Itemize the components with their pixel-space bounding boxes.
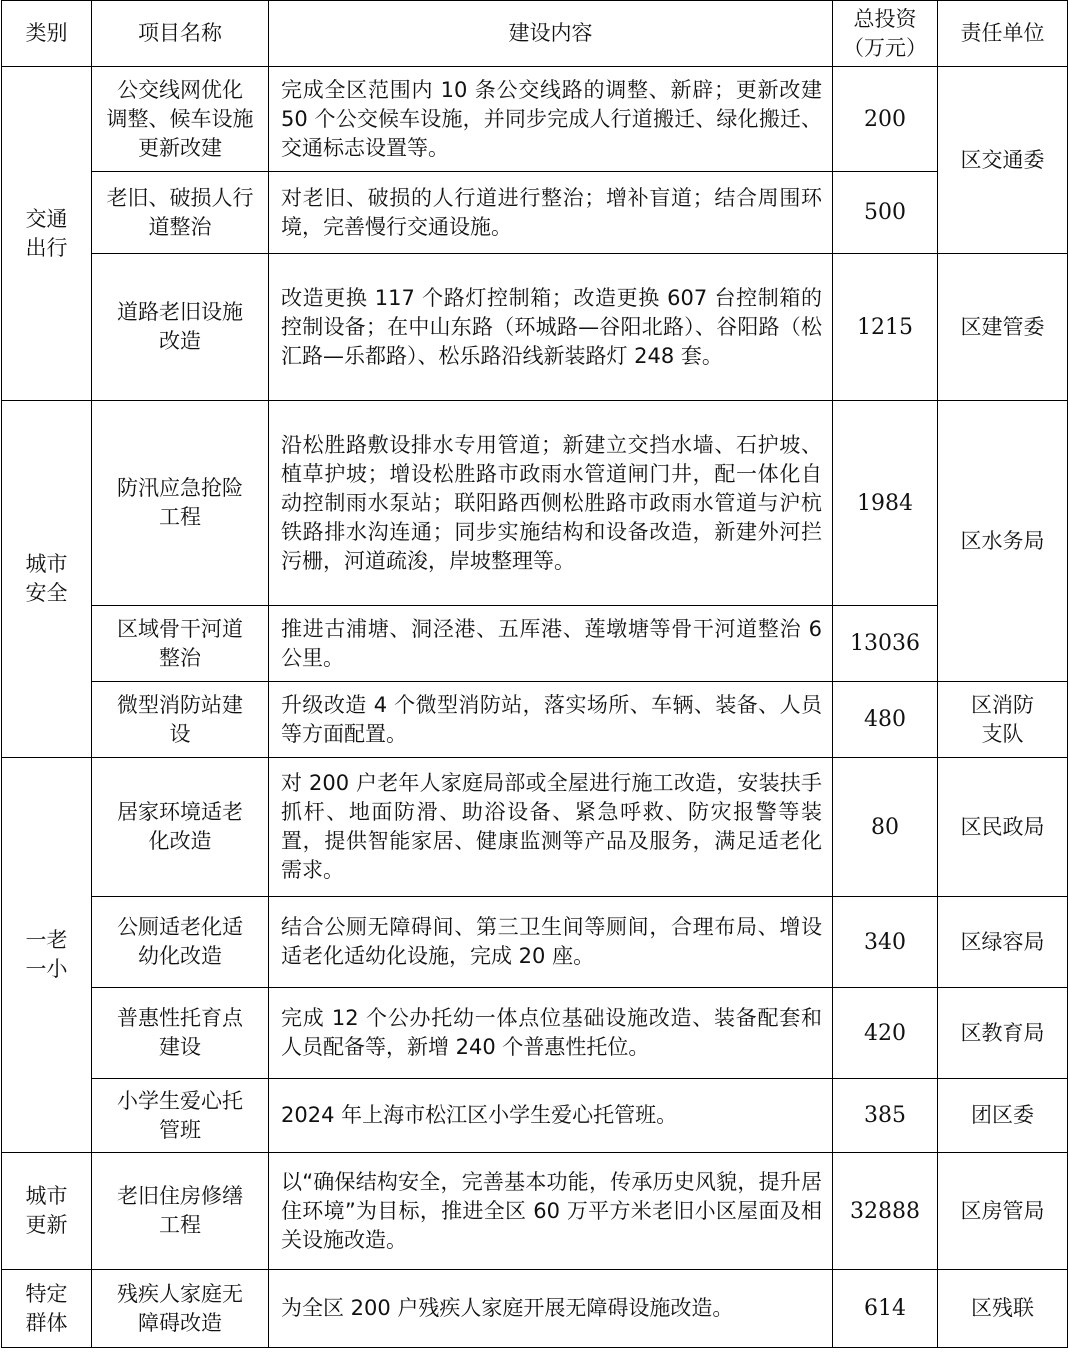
project-name-cell <box>92 988 269 1079</box>
project-name-cell <box>92 606 269 682</box>
project-name-cell <box>92 401 269 606</box>
project-content-cell <box>269 67 833 172</box>
category-label: 一老 一小 <box>25 928 68 981</box>
category-label: 城市 更新 <box>25 1184 68 1237</box>
unit-cell <box>938 67 1068 254</box>
project-content-cell <box>269 682 833 758</box>
unit-cell <box>938 1153 1068 1270</box>
table-row <box>2 606 1068 682</box>
category-cell <box>2 1153 92 1270</box>
investment-value: 80 <box>871 814 899 840</box>
unit-label: 区交通委 <box>960 147 1045 172</box>
table-row <box>2 1079 1068 1153</box>
header-project-name: 项目名称 <box>92 1 269 67</box>
project-name-cell <box>92 1270 269 1348</box>
project-name-cell <box>92 172 269 254</box>
unit-label: 区消防 支队 <box>971 692 1034 746</box>
project-content-cell <box>269 606 833 682</box>
header-investment-line2: （万元） <box>843 35 927 60</box>
unit-label: 区建管委 <box>960 314 1045 339</box>
header-investment <box>833 1 938 67</box>
investment-value: 13036 <box>850 631 920 656</box>
investment-value: 200 <box>864 106 906 132</box>
project-name: 小学生爱心托 管班 <box>117 1088 243 1142</box>
investment-cell <box>833 606 938 682</box>
category-label: 城市 安全 <box>25 552 68 605</box>
investment-cell <box>833 1079 938 1153</box>
investment-value: 340 <box>864 929 906 955</box>
category-cell <box>2 758 92 1153</box>
header-content: 建设内容 <box>269 1 833 67</box>
investment-cell <box>833 897 938 988</box>
table-row <box>2 401 1068 606</box>
project-name: 老旧、破损人行 道整治 <box>106 185 254 239</box>
investment-cell <box>833 254 938 401</box>
project-name: 居家环境适老 化改造 <box>117 800 243 853</box>
category-label: 特定 群体 <box>25 1281 68 1335</box>
table-row <box>2 682 1068 758</box>
category-label: 交通 出行 <box>25 206 68 260</box>
project-content: 以“确保结构安全，完善基本功能，传承历史风貌，提升居住环境”为目标，推进全区 60 万平方米老旧小区屋面及相关设施改造。 <box>281 1169 822 1252</box>
unit-label: 区残联 <box>971 1296 1034 1320</box>
project-name: 微型消防站建 设 <box>117 692 243 746</box>
investment-cell <box>833 758 938 897</box>
unit-label: 区民政局 <box>960 814 1045 839</box>
project-content: 结合公厕无障碍间、第三卫生间等厕间，合理布局、增设适老化适幼化设施，完成 20 座。 <box>281 915 822 968</box>
project-name: 道路老旧设施 改造 <box>117 300 243 353</box>
table-row <box>2 67 1068 172</box>
unit-cell <box>938 758 1068 897</box>
project-content-cell <box>269 1079 833 1153</box>
investment-cell <box>833 172 938 254</box>
investment-value: 32888 <box>850 1198 920 1224</box>
category-cell <box>2 1270 92 1348</box>
investment-cell <box>833 401 938 606</box>
project-name-cell <box>92 1079 269 1153</box>
investment-cell <box>833 67 938 172</box>
header-category: 类别 <box>2 1 92 67</box>
project-content: 完成 12 个公办托幼一体点位基础设施改造、装备配套和人员配备等，新增 240 个普惠性托位。 <box>281 1006 822 1059</box>
project-name: 公厕适老化适 幼化改造 <box>117 915 243 968</box>
project-content-cell <box>269 172 833 254</box>
unit-label: 团区委 <box>971 1103 1034 1127</box>
unit-cell <box>938 401 1068 682</box>
project-content: 改造更换 117 个路灯控制箱；改造更换 607 台控制箱的控制设备；在中山东路（环城路—谷阳北路）、谷阳路（松汇路—乐都路）、松乐路沿线新装路灯 248 套。 <box>281 285 822 368</box>
investment-value: 420 <box>864 1020 906 1046</box>
project-content: 对老旧、破损的人行道进行整治；增补盲道；结合周围环境，完善慢行交通设施。 <box>281 185 822 239</box>
project-content: 为全区 200 户残疾人家庭开展无障碍设施改造。 <box>281 1296 734 1320</box>
project-content-cell <box>269 758 833 897</box>
unit-cell <box>938 254 1068 401</box>
project-content: 升级改造 4 个微型消防站，落实场所、车辆、装备、人员等方面配置。 <box>281 692 822 746</box>
project-content: 沿松胜路敷设排水专用管道；新建立交挡水墙、石护坡、植草护坡；增设松胜路市政雨水管道闸门井，配一体化自动控制雨水泵站；联阳路西侧松胜路市政雨水管道与沪杭铁路排水沟连通；同步实施结构和设备改造，新建外河拦污栅，河道疏浚，岸坡整理等。 <box>281 432 822 573</box>
investment-cell <box>833 1270 938 1348</box>
project-table <box>1 0 1068 1348</box>
project-name: 防汛应急抢险 工程 <box>117 476 243 529</box>
table-row <box>2 758 1068 897</box>
project-name: 普惠性托育点 建设 <box>117 1006 243 1059</box>
investment-value: 480 <box>864 707 906 732</box>
unit-label: 区绿容局 <box>960 929 1045 954</box>
project-content-cell <box>269 897 833 988</box>
unit-cell <box>938 1270 1068 1348</box>
project-content-cell <box>269 1153 833 1270</box>
unit-cell <box>938 682 1068 758</box>
header-investment-line1: 总投资 <box>853 6 917 31</box>
investment-value: 1984 <box>857 490 913 516</box>
project-content: 2024 年上海市松江区小学生爱心托管班。 <box>281 1103 678 1127</box>
table-row <box>2 1153 1068 1270</box>
project-name: 老旧住房修缮 工程 <box>117 1184 243 1237</box>
table-row <box>2 254 1068 401</box>
investment-cell <box>833 1153 938 1270</box>
project-content: 推进古浦塘、洞泾港、五厍港、莲墩塘等骨干河道整治 6 公里。 <box>281 616 822 670</box>
unit-cell <box>938 988 1068 1079</box>
project-content-cell <box>269 254 833 401</box>
table-row <box>2 897 1068 988</box>
project-content-cell <box>269 988 833 1079</box>
investment-cell <box>833 682 938 758</box>
project-content: 完成全区范围内 10 条公交线路的调整、新辟；更新改建 50 个公交候车设施，并同步完成人行道搬迁、绿化搬迁、交通标志设置等。 <box>281 77 822 160</box>
investment-value: 385 <box>864 1103 906 1128</box>
project-content-cell <box>269 1270 833 1348</box>
unit-label: 区教育局 <box>960 1020 1045 1045</box>
category-cell <box>2 401 92 758</box>
project-name-cell <box>92 67 269 172</box>
investment-value: 614 <box>864 1296 906 1321</box>
project-name: 公交线网优化 调整、候车设施 更新改建 <box>106 77 254 160</box>
project-name: 区域骨干河道 整治 <box>117 616 243 670</box>
investment-value: 1215 <box>857 314 913 340</box>
project-content: 对 200 户老年人家庭局部或全屋进行施工改造，安装扶手抓杆、地面防滑、助浴设备、紧急呼救、防灾报警等装置，提供智能家居、健康监测等产品及服务，满足适老化需求。 <box>281 771 822 882</box>
unit-cell <box>938 897 1068 988</box>
table-header-row <box>2 1 1068 67</box>
table-row <box>2 988 1068 1079</box>
unit-cell <box>938 1079 1068 1153</box>
project-name-cell <box>92 254 269 401</box>
category-cell <box>2 67 92 401</box>
table-row <box>2 1270 1068 1348</box>
project-name-cell <box>92 897 269 988</box>
unit-label: 区水务局 <box>960 528 1045 553</box>
project-name-cell <box>92 1153 269 1270</box>
project-name: 残疾人家庭无 障碍改造 <box>117 1281 243 1335</box>
investment-cell <box>833 988 938 1079</box>
project-content-cell <box>269 401 833 606</box>
header-unit: 责任单位 <box>938 1 1068 67</box>
unit-label: 区房管局 <box>960 1198 1045 1223</box>
project-name-cell <box>92 758 269 897</box>
table-row <box>2 172 1068 254</box>
project-name-cell <box>92 682 269 758</box>
investment-value: 500 <box>864 200 906 225</box>
